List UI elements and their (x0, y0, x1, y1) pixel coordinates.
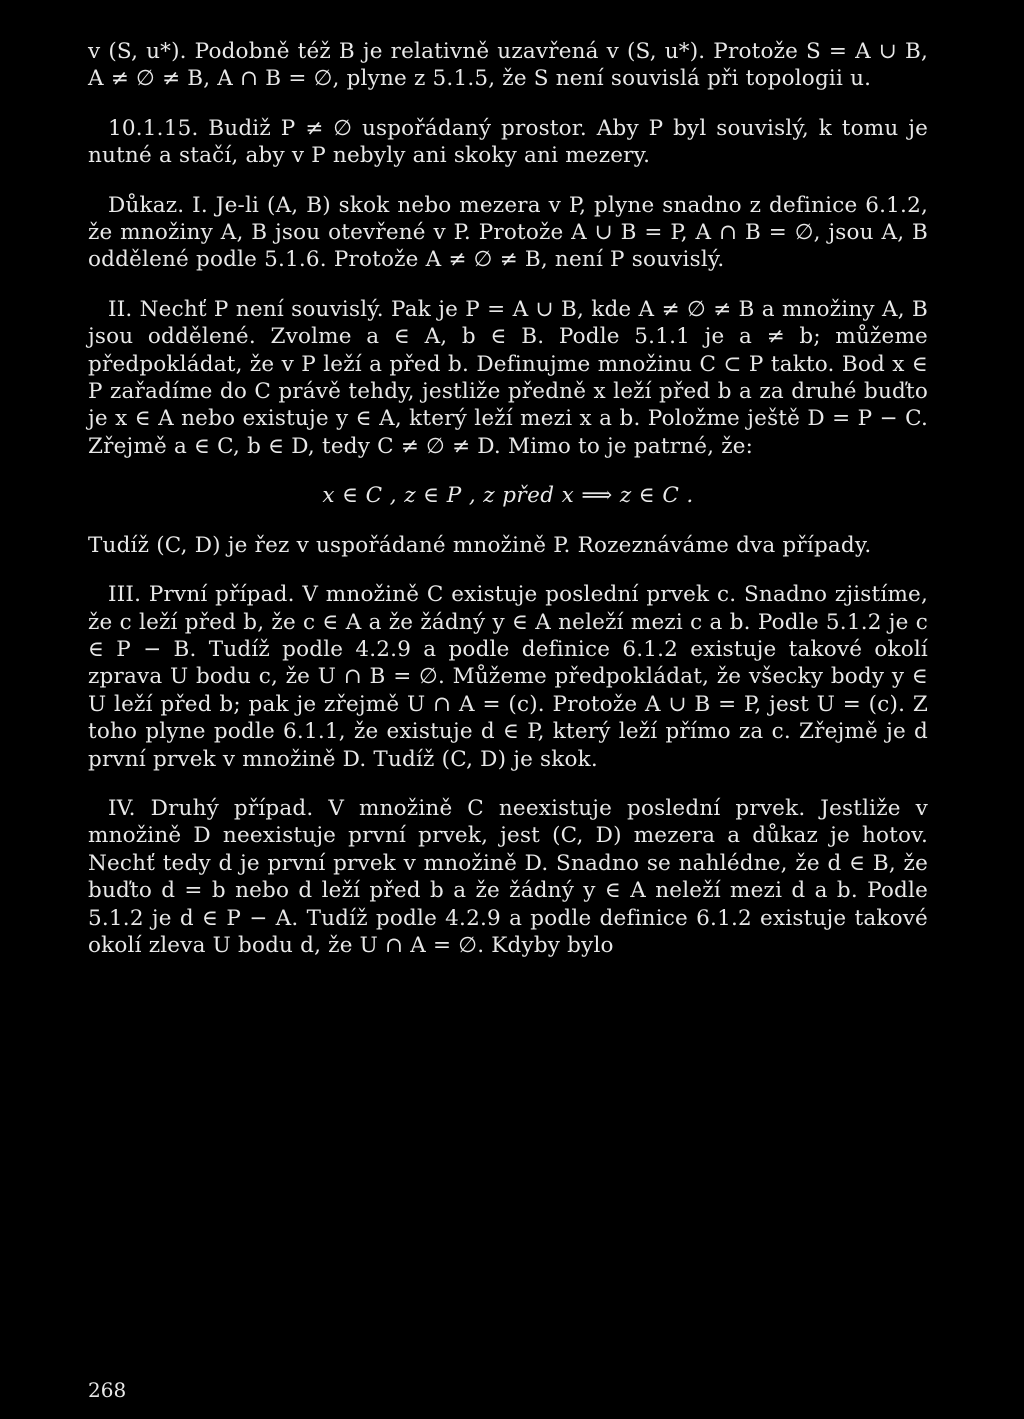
paragraph-cut-conclusion: Tudíž (C, D) je řez v uspořádané množině P. Rozeznáváme dva případy. (88, 532, 872, 558)
formula-cut: x ∈ C , z ∈ P , z před x ⟹ z ∈ C . (322, 483, 694, 509)
proof-part-2: II. Nechť P není souvislý. Pak je P = A ∪ B, kde A ≠ ∅ ≠ B a množiny A, B jsou oddělené. Zvolme a ∈ A, b ∈ B. Podle 5.1.1 je a ≠ b; můžeme předpokládat, že v P leží a před b. Definujme množinu C ⊂ P takto. Bod x ∈ P zařadíme do C právě tehdy, jestliže předně x leží před b a za druhé buďto je x ∈ A nebo existuje y ∈ A, který leží mezi x a b. Položme ještě D = P − C. Zřejmě a ∈ C, b ∈ D, tedy C ≠ ∅ ≠ D. Mimo to je patrné, že: (88, 296, 928, 459)
theorem-10-1-15: 10.1.15. Budiž P ≠ ∅ uspořádaný prostor. Aby P byl souvislý, k tomu je nutné a stačí, aby v P nebyly ani skoky ani mezery. (88, 115, 928, 169)
page-number: 268 (88, 1378, 127, 1402)
proof-part-4: IV. Druhý případ. V množině C neexistuje poslední prvek. Jestliže v množině D neexistuje první prvek, jest (C, D) mezera a důkaz je hotov. Nechť tedy d je první prvek v množině D. Snadno se nahlédne, že d ∈ B, že buďto d = b nebo d leží před b a že žádný y ∈ A neleží mezi d a b. Podle 5.1.2 je d ∈ P − A. Tudíž podle 4.2.9 a podle definice 6.1.2 existuje takové okolí zleva U bodu d, že U ∩ A = ∅. Kdyby bylo (88, 795, 928, 958)
page-body (88, 38, 928, 981)
proof-part-3: III. První případ. V množině C existuje poslední prvek c. Snadno zjistíme, že c leží před b, že c ∈ A a že žádný y ∈ A neleží mezi c a b. Podle 5.1.2 je c ∈ P − B. Tudíž podle 4.2.9 a podle definice 6.1.2 existuje takové okolí zprava U bodu c, že U ∩ B = ∅. Můžeme předpokládat, že všecky body y ∈ U leží před b; pak je zřejmě U ∩ A = (c). Protože A ∪ B = P, jest U = (c). Z toho plyne podle 6.1.1, že existuje d ∈ P, který leží přímo za c. Zřejmě je d první prvek v množině D. Tudíž (C, D) je skok. (88, 582, 928, 772)
proof-part-1: Důkaz. I. Je-li (A, B) skok nebo mezera v P, plyne snadno z definice 6.1.2, že množiny A, B jsou otevřené v P. Protože A ∪ B = P, A ∩ B = ∅, jsou A, B oddělené podle 5.1.6. Protože A ≠ ∅ ≠ B, není P souvislý. (88, 192, 928, 273)
paragraph-continuation: v (S, u*). Podobně též B je relativně uzavřená v (S, u*). Protože S = A ∪ B, A ≠ ∅ ≠ B, A ∩ B = ∅, plyne z 5.1.5, že S není souvislá při topologii u. (88, 39, 928, 92)
